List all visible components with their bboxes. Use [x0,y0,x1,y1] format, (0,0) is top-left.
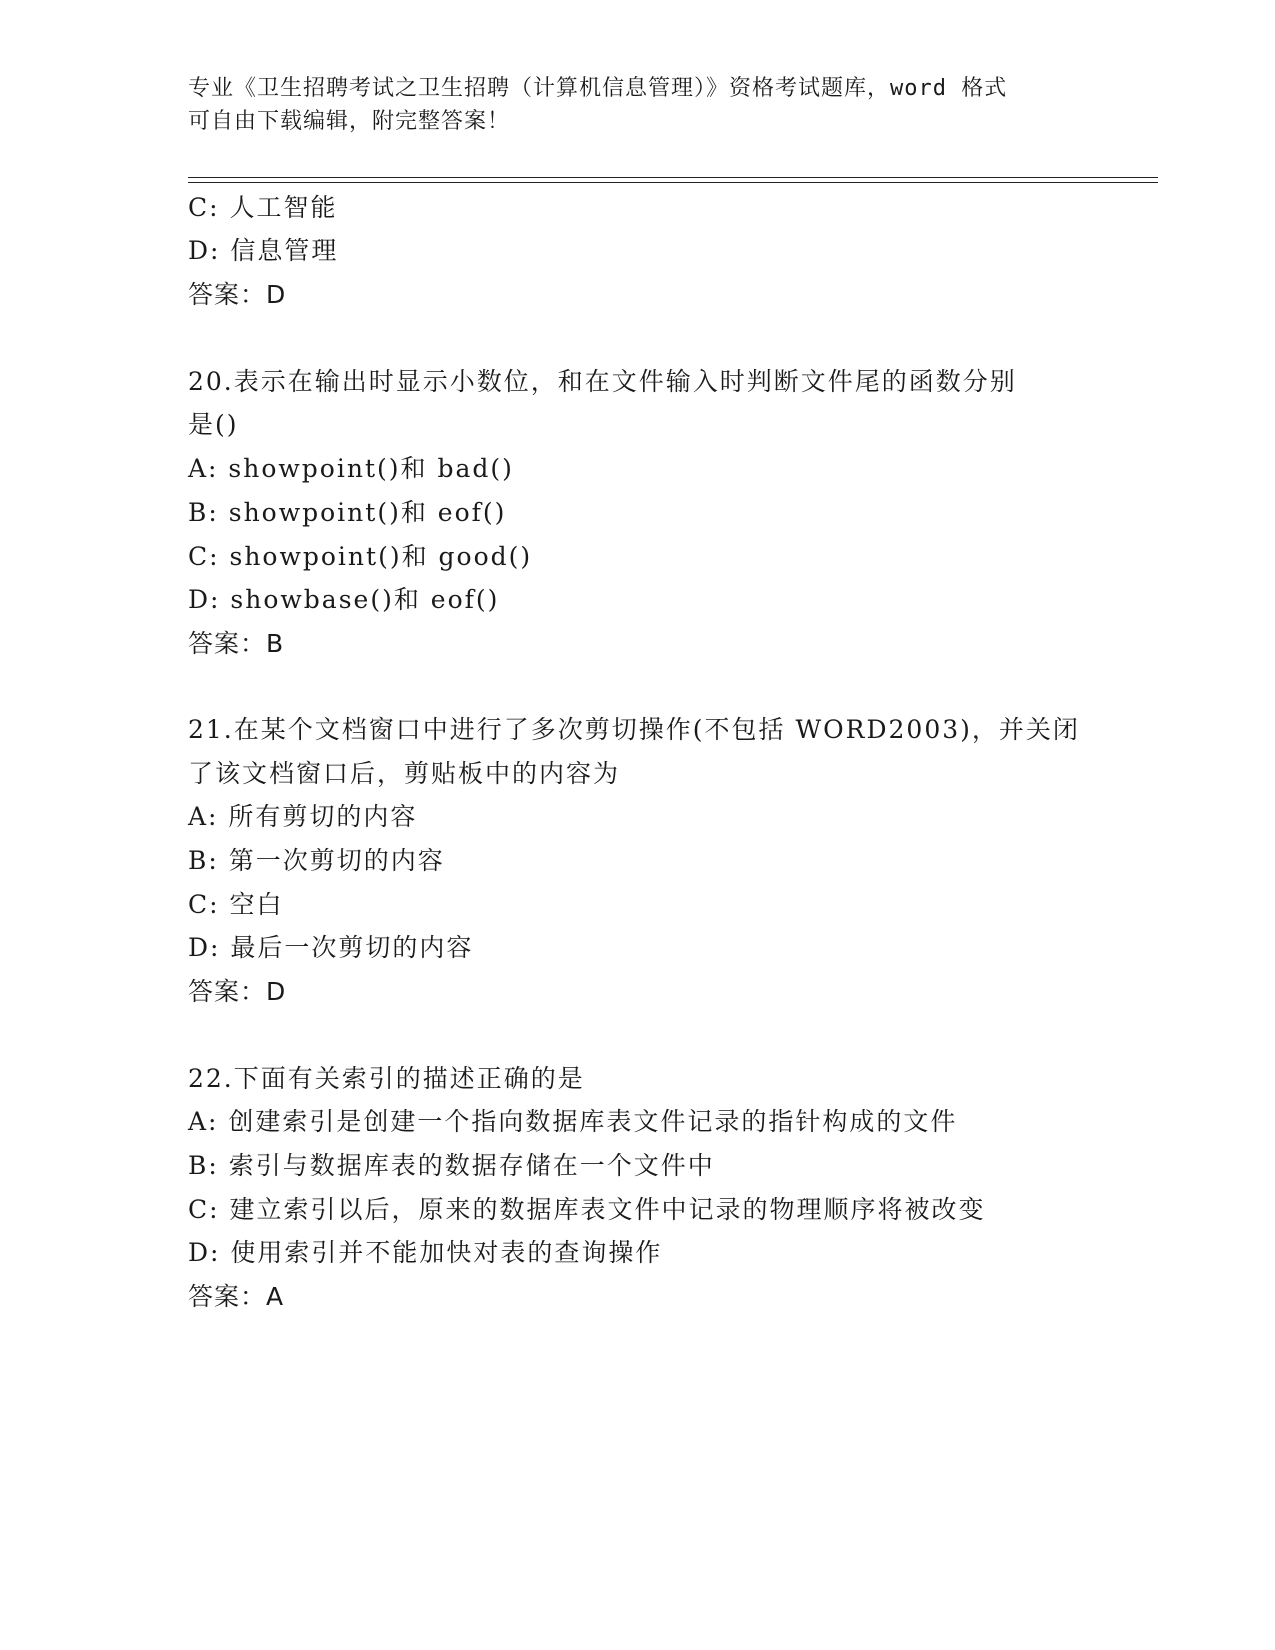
question-22-option-d: D: 使用索引并不能加快对表的查询操作 [188,1238,663,1267]
question-20-option-d: D: showbase()和 eof() [188,585,500,614]
question-20-option-b: B: showpoint()和 eof() [188,498,507,527]
question-20-option-c: C: showpoint()和 good() [188,542,533,571]
question-22-answer: 答案：A [188,1282,285,1311]
question-body [188,0,1188,1650]
question-20-option-a: A: showpoint()和 bad() [188,454,514,483]
question-21-stem-line2: 了该文档窗口后，剪贴板中的内容为 [188,759,621,788]
header-title-line1: 专业《卫生招聘考试之卫生招聘（计算机信息管理）》资格考试题库，word 格式 [188,76,1008,101]
question-21-option-c: C: 空白 [188,890,284,919]
question-20-stem-line1: 20.表示在输出时显示小数位，和在文件输入时判断文件尾的函数分别 [188,367,1017,396]
question-20-answer: 答案：B [188,629,285,658]
question-22-option-c: C: 建立索引以后，原来的数据库表文件中记录的物理顺序将被改变 [188,1195,986,1224]
header-title-line2: 可自由下载编辑，附完整答案！ [188,109,511,134]
question-22-option-b: B: 索引与数据库表的数据存储在一个文件中 [188,1151,715,1180]
question-21-stem-line1: 21.在某个文档窗口中进行了多次剪切操作(不包括 WORD2003)，并关闭 [188,715,1080,744]
question-21-answer: 答案：D [188,977,287,1006]
question-22-option-a: A: 创建索引是创建一个指向数据库表文件记录的指针构成的文件 [188,1107,958,1136]
prev-option-c: C: 人工智能 [188,193,338,222]
prev-answer: 答案：D [188,280,287,309]
prev-option-d: D: 信息管理 [188,236,339,265]
question-20-stem-line2: 是() [188,410,239,439]
question-21-option-d: D: 最后一次剪切的内容 [188,933,474,962]
question-21-option-b: B: 第一次剪切的内容 [188,846,445,875]
question-21-option-a: A: 所有剪切的内容 [188,802,418,831]
question-22-stem: 22.下面有关索引的描述正确的是 [188,1064,585,1093]
